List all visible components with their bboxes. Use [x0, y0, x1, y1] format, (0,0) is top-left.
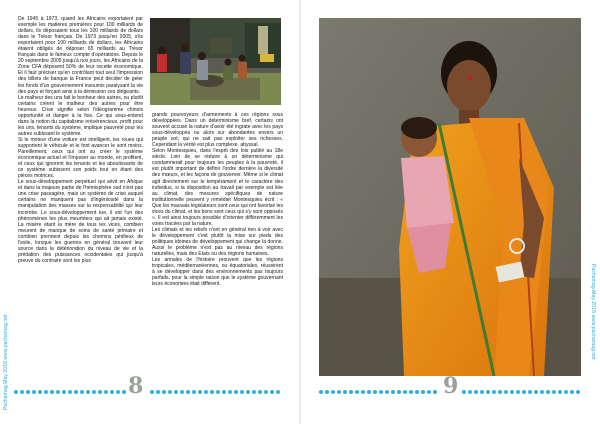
article-column-2 — [152, 112, 283, 287]
page-gutter — [299, 0, 301, 424]
paragraph: Le sous-développement perpétuel qui sévit en Afrique et dans la majeure partie de l'hémisphère sud n'est pas une crise passagère, mais un système de crise auquel certains ne manquent pas d'ingéniosité dans la manipulation des masses sur la responsabilité qui leur incombe. Le sous-développement tue, il est l'un des phénomènes les plus meurtriers qui ait jamais existé. La misère étant la mère de tous les vices, combien meurent de manque de soins de santé primaire et combien prennent depuis les chemins périlleux de l'exile, lorsque les guerres en général trouvent leur source dans la détérioration du niveau de vie et la prédation des puissances occidentales qui jusqu'à preuve du contraire sont les plus — [18, 179, 143, 264]
page-number-left: 8 — [128, 373, 144, 399]
paragraph: Le malheur des uns fait le bonheur des autres, ou plutôt certains créent le malheur des autres pour être heureux. Crise signifie selon l'idéogramme chinois opportunité et danger à la fois. Ce qui sous-entend dans la notion du capitalisme irrévérencieux, profit pour les uns, tenants du système, implique pauvreté pour les autres subissant le système. — [18, 94, 143, 137]
paragraph: De 1945 à 1973, quand les Africains exportaient par exemple les matières premières pour 100 milliards de dollars, ils déposaient tous les 100 milliards de dollars dans le Trésor français. De 1973 jusqu'en 2005, s'ils exportaient pour 100 milliards de dollars, les Africains étaient obligés de déposer 65 milliards au Trésor français dans le fameux compte d'opérations. Depuis le 20 septembre 2005 jusqu'à nos jours, les Africains de la Zone CFA déposent 50% de leur recette économique. Et il faut préciser qu'en contrôlant tout seul l'impression des billets de banque la France peut décider de geler les fonds d'un gouvernement insoumis paralysant la vie des pays et forçant ainsi à la démission ces dirigeants. — [18, 16, 143, 95]
side-credit-right: Pachamag May 2018 www.pachamag.net — [590, 264, 596, 360]
dot-row-left-a — [14, 389, 128, 395]
paragraph: Les annales de l'histoire prouvent que les régions tropicales, méditerranéennes, ou équatoriales, réussirent à se développer dans des environnements pas toujours parfaits, pour la simple raison que le système gouvernant leurs économies était différent. — [152, 257, 283, 288]
paragraph: Les climats et les reliefs n'ont en général rien à voir avec le développement c'est plutôt la mise sur pieds des politiques idoines de développement qui change la donne. Aussi le problème n'est pas au niveau des régions naturelles, mais des Etats ou des régions humaines. — [152, 226, 283, 258]
paragraph: Selon Montesquieu, dans l'esprit des lois publié au 18e siècle. Loin de se réduire à un déterminisme qui condamnerait pour toujours les peuples à la pauvreté, il est plutôt important de définir l'ordre derrière la diversité des mœurs, et les façons de gouverner. Même si le climat agit directement sur le tempérament et le caractère des individus, si la disposition au travail par exemple est liée au climat, des mesures spécifiques de nature institutionnelle peuvent y remédier Montesquieu écrit : « Que les mauvais législateurs sont ceux qui ont favorisé les vices du climat, et les bons sont ceux qui s'y sont opposés ». Il est ainsi toujours possible d'orienter différemment les voies tracées par la nature. — [152, 148, 284, 227]
article-column-1 — [18, 16, 143, 264]
paragraph: Si le moteur d'une voiture est intelligent, les roues qui supportent le véhicule et le font avancer le sont moins. Pareillement, ceux qui ont su créer le système économique actuel et l'imposer au monde, en profitent, et ceux qui ignorent les tenants et les aboutissants de ce système subissent son poids tout en étant des pièces motrices. — [18, 136, 143, 180]
woman-with-child-illustration — [319, 18, 581, 376]
dot-row-left-b — [150, 389, 282, 395]
side-credit-left: Pachamag May 2018 www.pachamag.net — [3, 314, 9, 410]
paragraph: grands pourvoyeurs d'armements à ces régions sous développées. Dans un déterminisme bref, certains ont souvent accusé la nature d'avoir été ingrate avec les pays sous-développés ou alors sur abondantes envers un peuple sot, qui ne sait pas exploiter ses richesses. Cependant la vérité est plus complexe. abyssal. — [152, 112, 283, 149]
street-scene-photo — [150, 18, 281, 105]
dot-row-right-b — [462, 389, 582, 395]
street-scene-illustration — [150, 18, 281, 105]
woman-with-child-photo — [319, 18, 581, 376]
dot-row-right-a — [319, 389, 439, 395]
page-number-right: 9 — [443, 373, 459, 399]
